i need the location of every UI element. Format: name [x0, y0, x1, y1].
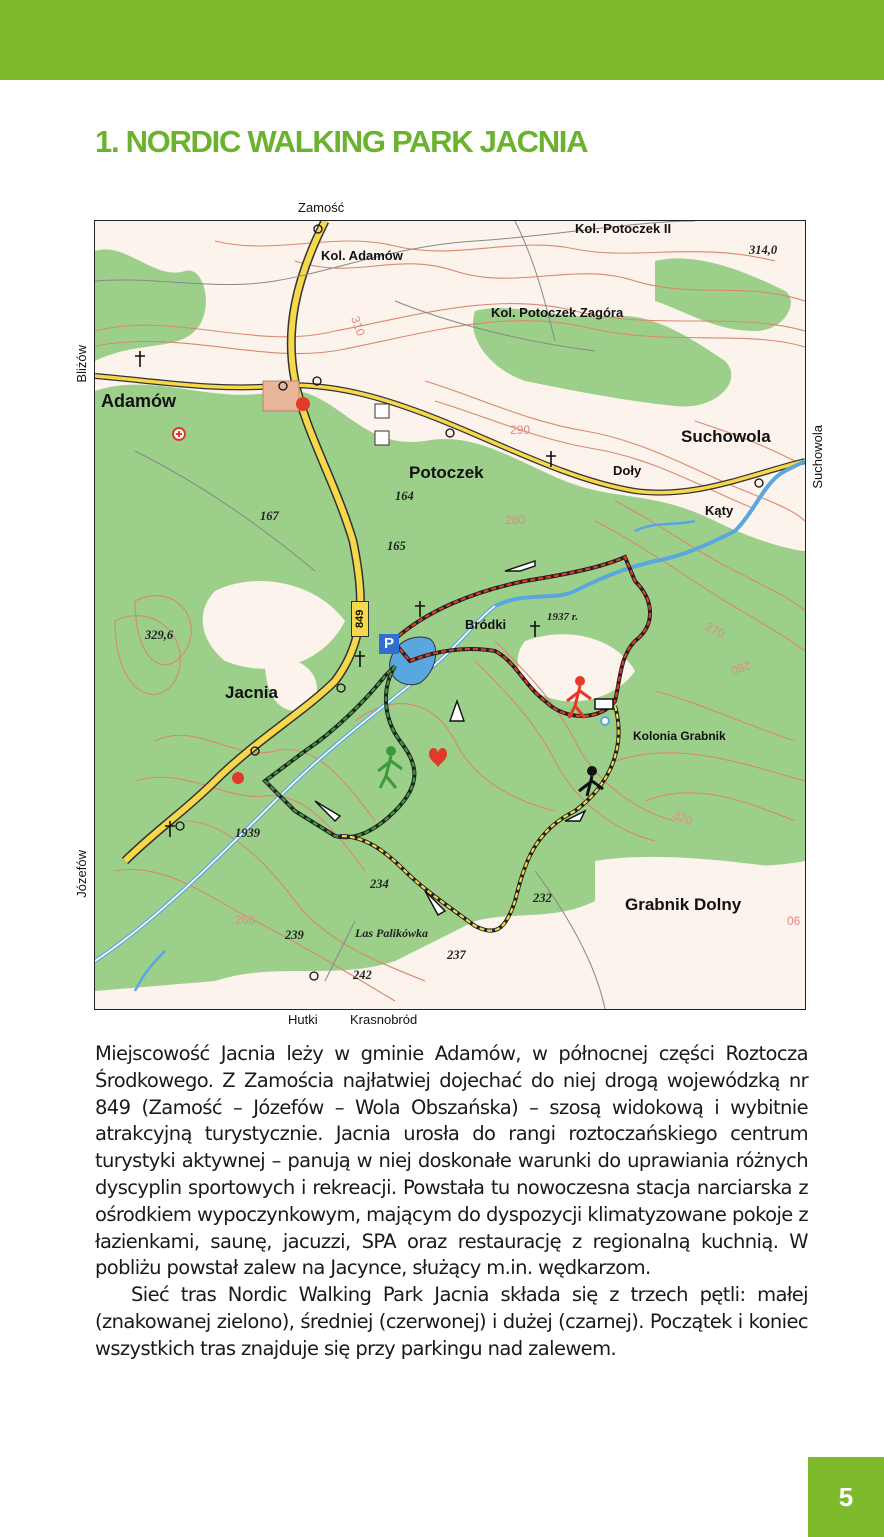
elevation-165: 165 — [387, 539, 406, 553]
elevation-314: 314,0 — [749, 243, 778, 257]
parking-icon[interactable]: P — [379, 634, 399, 654]
page-number: 5 — [808, 1457, 884, 1537]
contour-label-06: 06 — [787, 914, 801, 928]
place-brodki: Bródki — [465, 617, 507, 632]
place-kol-potoczek-zagora: Kol. Potoczek Zagóra — [491, 305, 624, 320]
village-block — [263, 381, 299, 411]
contour-label-310: 310 — [348, 314, 369, 338]
annotation-1939: 1939 — [235, 826, 260, 840]
place-kolonia-grabnik: Kolonia Grabnik — [633, 729, 726, 743]
article-paragraph-2: Sieć tras Nordic Walking Park Jacnia składa się z trzech pętli: małej (znakowanej zielono), średniej (czerwonej) i dużej (czarnej). Początek i koniec wszystkich tras znajduje się przy parkingu nad zalewem. — [95, 1283, 808, 1360]
contour-label-280b: 280 — [729, 657, 753, 679]
place-katy: Kąty — [705, 503, 734, 518]
contour-label-290: 290 — [510, 423, 531, 437]
elevation-232: 232 — [533, 891, 552, 905]
map-edge-label-top: Zamość — [298, 200, 345, 215]
place-jacnia: Jacnia — [225, 683, 278, 702]
contour-label-320: 320 — [670, 807, 696, 829]
road-number-849: 849 — [351, 601, 369, 637]
elevation-239: 239 — [285, 928, 304, 942]
place-grabnik-dolny: Grabnik Dolny — [625, 895, 742, 914]
page-title: 1. NORDIC WALKING PARK JACNIA — [95, 124, 588, 159]
annotation-1937: 1937 r. — [547, 611, 579, 623]
elevation-234: 234 — [370, 877, 389, 891]
elevation-242: 242 — [353, 968, 372, 982]
contour-label-280: 280 — [505, 513, 526, 527]
article-paragraph-1: Miejscowość Jacnia leży w gminie Adamów, w północnej części Roztocza Środkowego. Z Zamościa najłatwiej dojechać do niej drogą wojewódzką nr 849 (Zamość – Józefów – Wola Obszańska) – szosą widokową i wybitnie atrakcyjną turystycznie. Jacnia urosła do rangi roztoczańskiego centrum turystyki aktywnej – panują w niej doskonałe warunki do uprawiania różnych dyscyplin sportowych i rekreacji. Powstała tu nowoczesna stacja narciarska z ośrodkiem wypoczynkowym, mającym do dyspozycji klimatyzowane pokoje z łazienkami, saunę, jacuzzi, SPA oraz restaurację z regionalną kuchnią. W pobliżu powstał zalew na Jacyncе, służący m.in. wędkarzom. — [95, 1042, 808, 1280]
elevation-329: 329,6 — [145, 628, 174, 642]
map-graphics — [95, 221, 805, 1009]
map-edge-label-left-lower: Józefów — [74, 850, 89, 898]
article-text — [95, 1041, 808, 1363]
header-bar — [0, 0, 884, 80]
place-kol-adamow: Kol. Adamów — [321, 248, 403, 263]
place-kol-potoczek-ii: Kol. Potoczek II — [575, 221, 672, 236]
map-edge-label-left-upper: Bliżów — [74, 345, 89, 383]
map-edge-label-right: Suchowola — [810, 425, 825, 489]
map-edge-label-bottom-left: Hutki — [288, 1012, 318, 1027]
map-edge-label-bottom-right: Krasnobród — [350, 1012, 418, 1027]
place-las-palikowka: Las Palikówka — [355, 926, 429, 940]
elevation-167: 167 — [260, 509, 279, 523]
elevation-237: 237 — [447, 948, 466, 962]
place-adamow: Adamów — [101, 391, 177, 411]
contour-label-270: 270 — [702, 619, 728, 641]
place-potoczek: Potoczek — [409, 463, 484, 482]
trail-map[interactable] — [94, 220, 806, 1010]
place-suchowola: Suchowola — [681, 427, 771, 446]
elevation-164: 164 — [395, 489, 414, 503]
contour-label-260: 260 — [235, 913, 256, 927]
place-doly: Doły — [613, 463, 642, 478]
